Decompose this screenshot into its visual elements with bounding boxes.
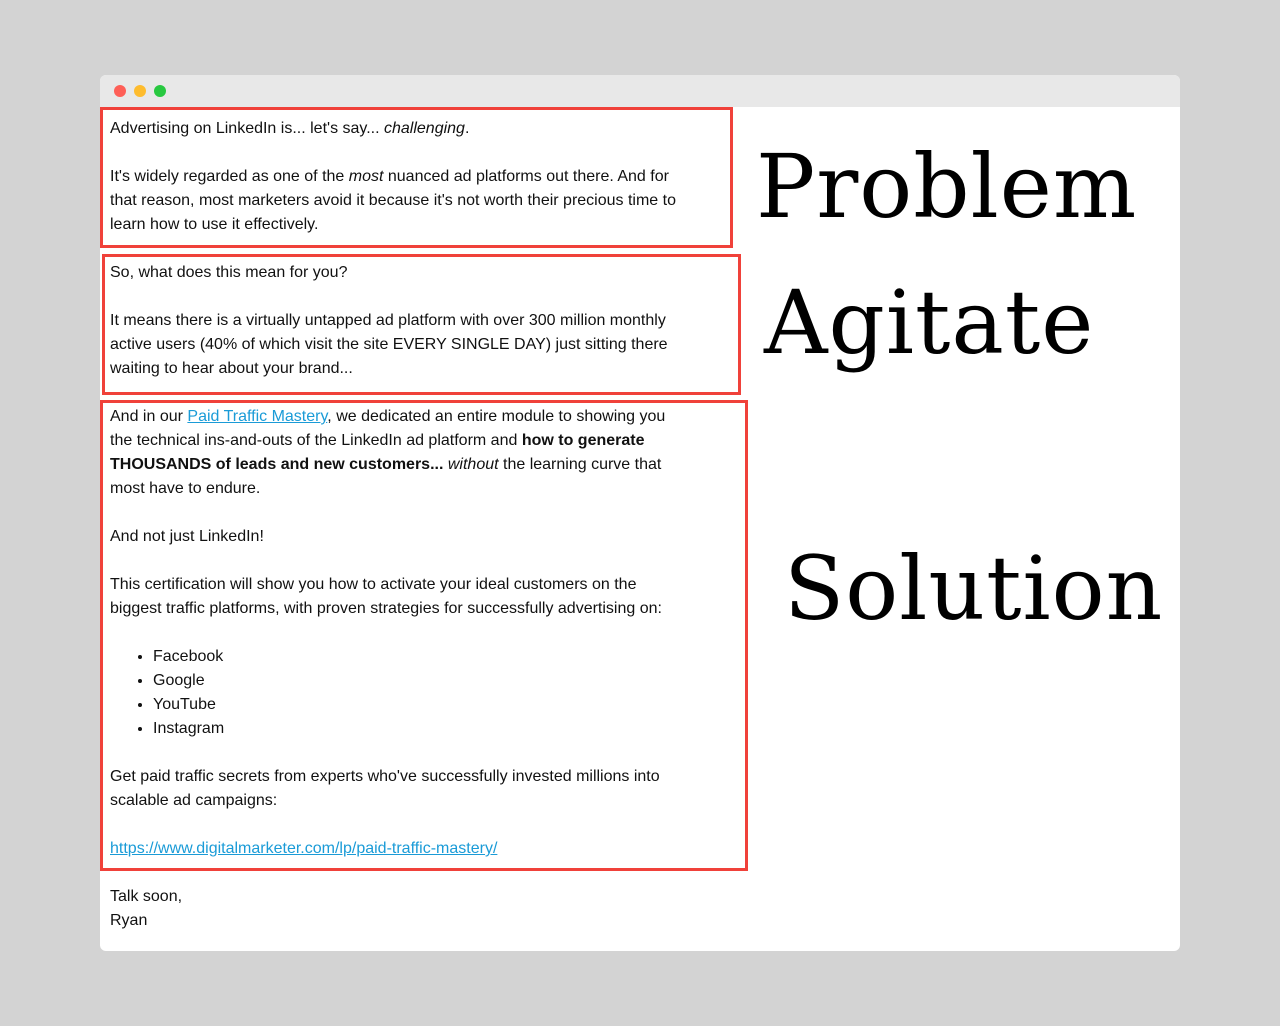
solution-paragraph-2: And not just LinkedIn!	[110, 528, 264, 545]
problem-paragraph: It's widely regarded as one of the most nuanced ad platforms out there. And for that reason, most marketers avoid it because it's not worth their precious time to learn how to use it effectively.	[110, 168, 676, 233]
problem-label: Problem	[756, 135, 1138, 238]
solution-label: Solution	[784, 537, 1164, 640]
problem-annotation-box	[100, 107, 733, 248]
solution-paragraph-3: This certification will show you how to activate your ideal customers on the biggest traffic platforms, with proven strategies for successfully advertising on:	[110, 576, 662, 617]
list-item: • YouTube	[153, 693, 690, 717]
paid-traffic-mastery-link[interactable]: Paid Traffic Mastery	[187, 408, 328, 425]
without-emphasis: without	[447, 456, 499, 473]
maximize-window-button[interactable]	[154, 85, 166, 97]
close-window-button[interactable]	[114, 85, 126, 97]
agitate-label: Agitate	[764, 271, 1095, 374]
leads-bold-text: how to generate THOUSANDS of leads and new customers...	[110, 432, 645, 473]
list-item: • Facebook	[153, 645, 690, 669]
email-signoff	[110, 885, 410, 933]
signoff-name: Ryan	[110, 912, 148, 929]
agitate-paragraph: It means there is a virtually untapped ad platform with over 300 million monthly active users (40% of which visit the site EVERY SINGLE DAY) just sitting there waiting to hear about your brand...	[110, 312, 668, 377]
paid-traffic-mastery-url-link[interactable]: https://www.digitalmarketer.com/lp/paid-traffic-mastery/	[110, 840, 498, 857]
agitate-question: So, what does this mean for you?	[110, 264, 348, 281]
solution-paragraph-4: Get paid traffic secrets from experts who've successfully invested millions into scalable ad campaigns:	[110, 768, 660, 809]
solution-paragraph-1: And in our Paid Traffic Mastery, we dedicated an entire module to showing you the technical ins-and-outs of the LinkedIn ad platform and how to generate THOUSANDS of leads and new customers... without the learning curve that most have to endure.	[110, 408, 666, 497]
list-item: • Google	[153, 669, 690, 693]
agitate-annotation-box	[102, 254, 741, 395]
window-titlebar	[100, 75, 1180, 107]
challenging-emphasis: challenging	[384, 120, 465, 137]
signoff-line-1: Talk soon,	[110, 888, 183, 905]
problem-intro-line: Advertising on LinkedIn is... let's say... challenging.	[110, 120, 470, 137]
most-emphasis: most	[348, 168, 384, 185]
minimize-window-button[interactable]	[134, 85, 146, 97]
solution-annotation-box	[100, 400, 748, 871]
list-item: • Instagram	[153, 717, 690, 741]
browser-window	[100, 75, 1180, 951]
